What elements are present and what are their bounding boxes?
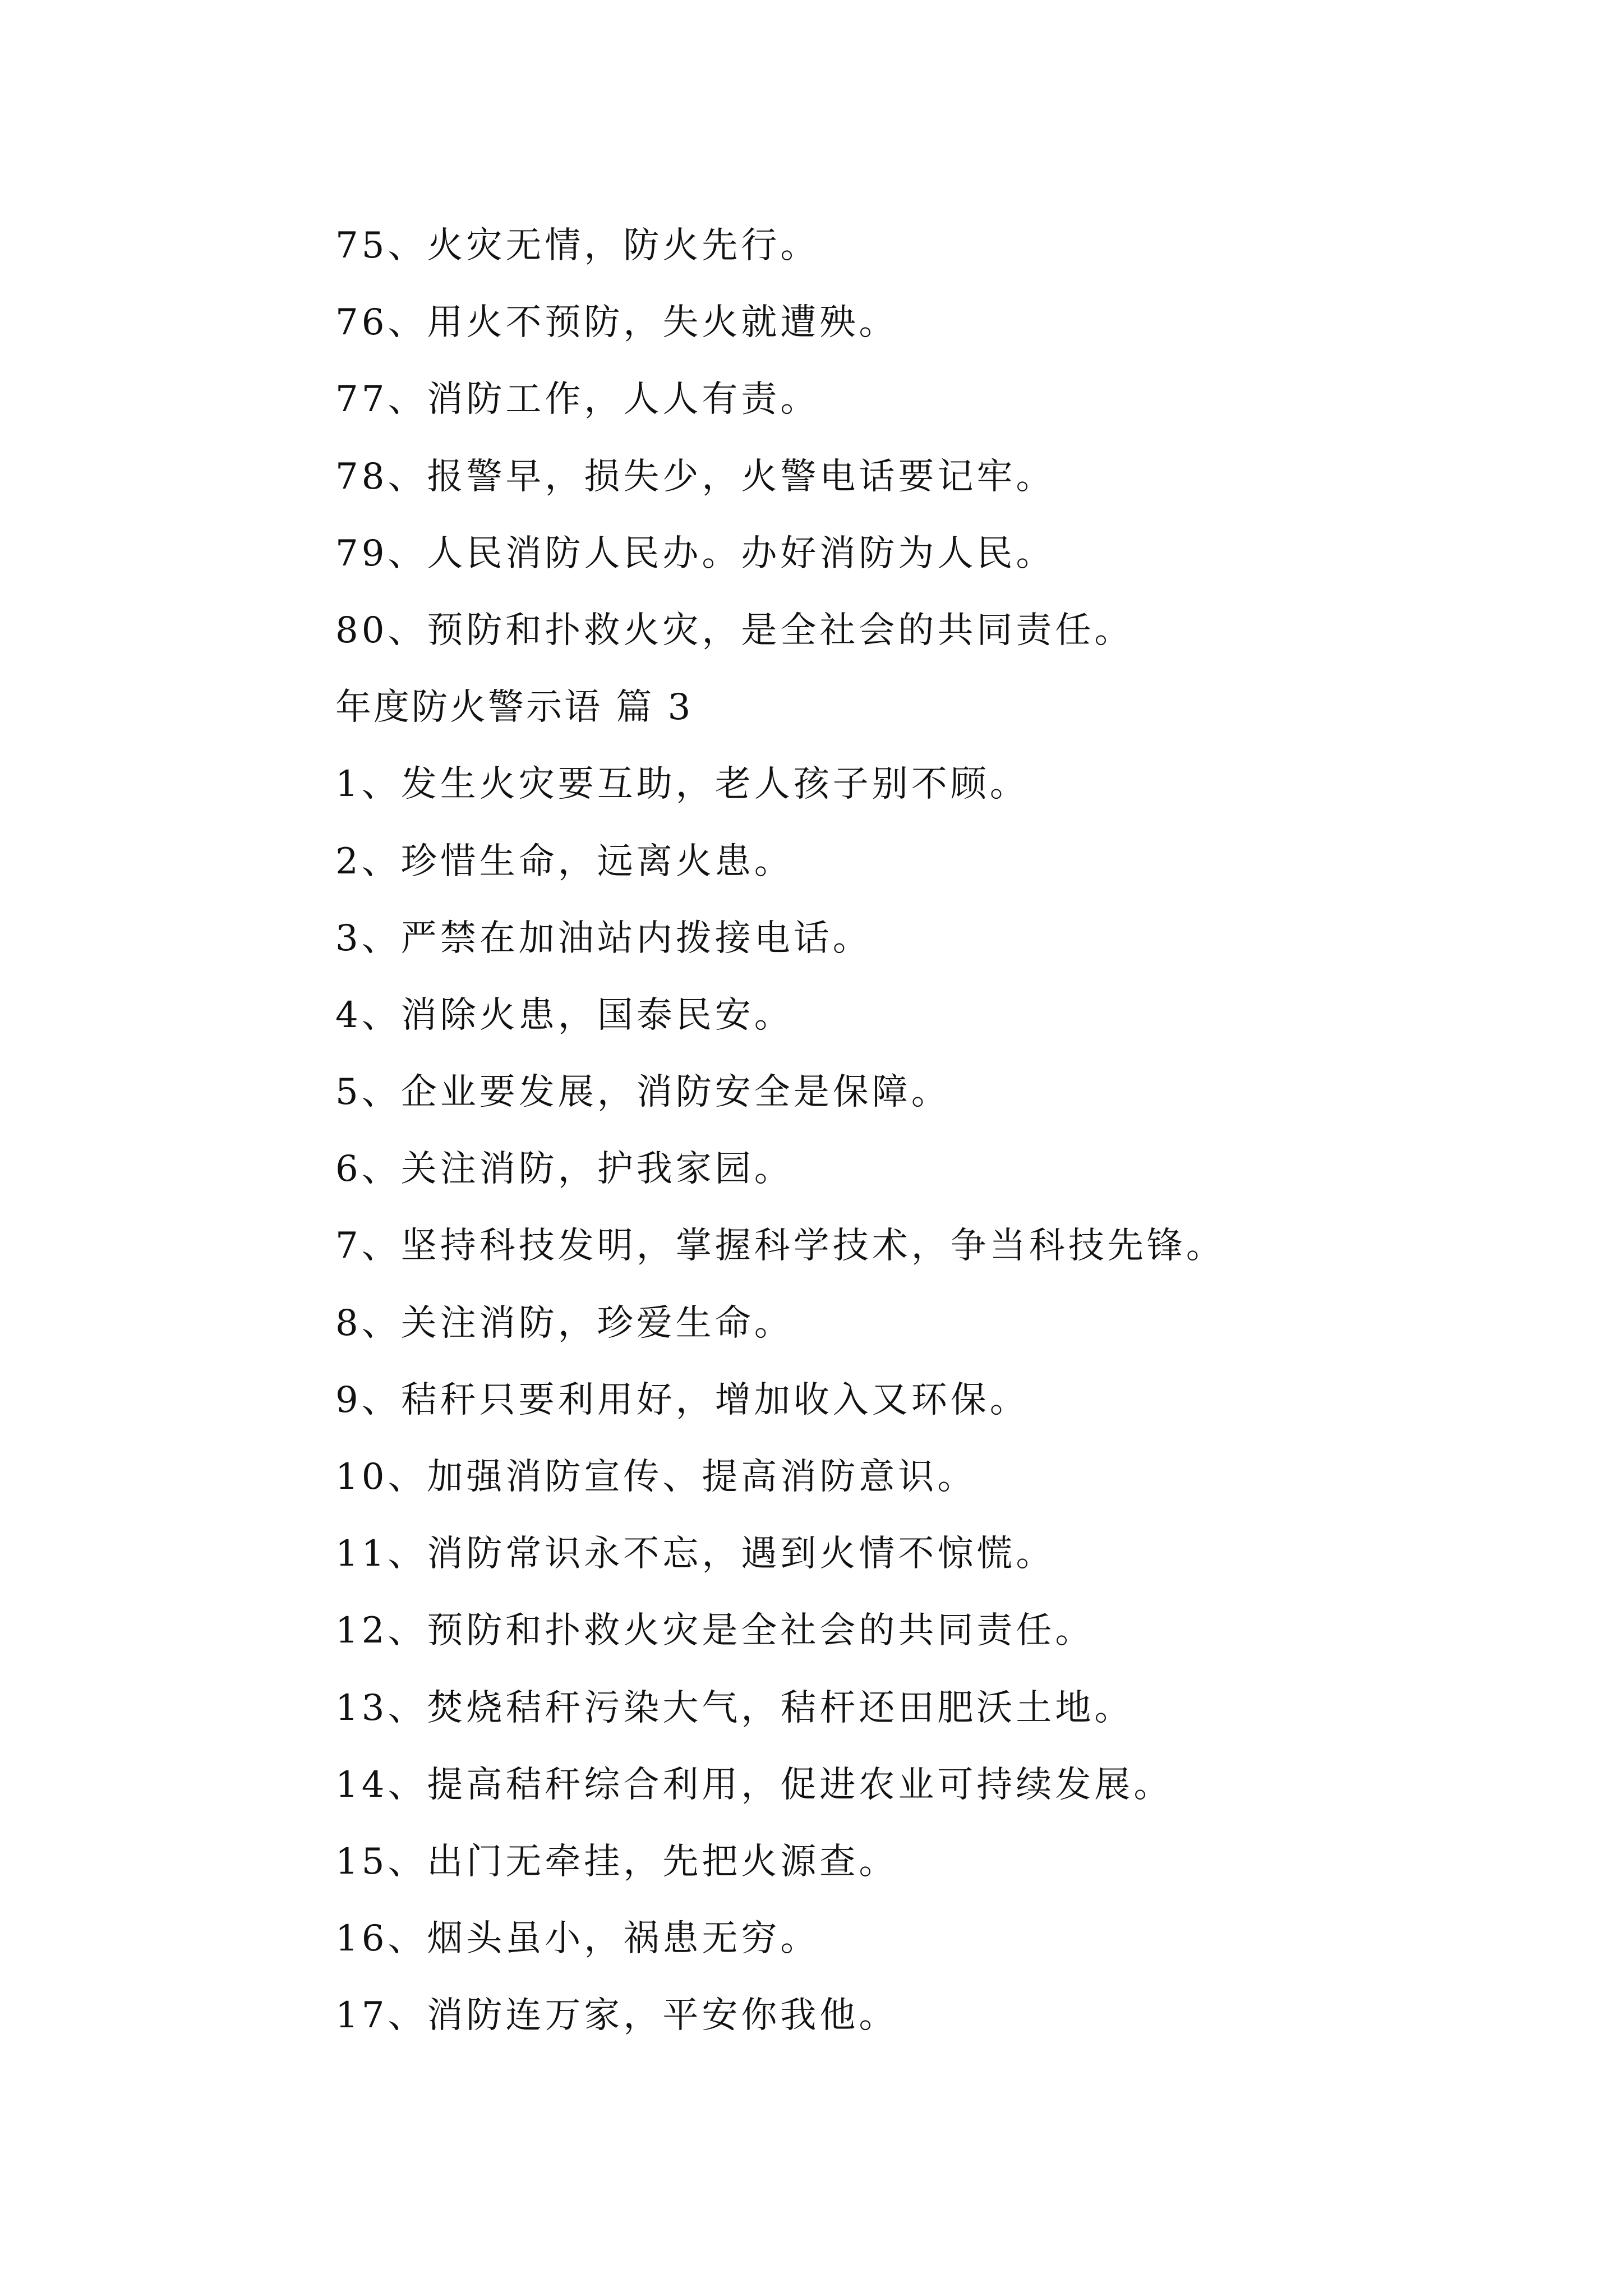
list-item: 4、消除火患，国泰民安。: [335, 994, 794, 1036]
list-item: 8、关注消防，珍爱生命。: [335, 1302, 794, 1344]
list-item: 79、人民消防人民办。办好消防为人民。: [335, 532, 1055, 574]
list-item: 16、烟头虽小，祸患无穷。: [335, 1918, 820, 1960]
list-item: 12、预防和扑救火灾是全社会的共同责任。: [335, 1610, 1095, 1652]
list-item: 75、火灾无情，防火先行。: [335, 225, 820, 266]
list-item: 6、关注消防，护我家园。: [335, 1148, 794, 1190]
list-item: 5、企业要发展，消防安全是保障。: [335, 1071, 951, 1114]
list-item: 78、报警早，损失少，火警电话要记牢。: [335, 455, 1055, 498]
list-item: 80、预防和扑救火灾，是全社会的共同责任。: [335, 609, 1134, 651]
list-item: 77、消防工作，人人有责。: [335, 379, 820, 421]
list-item: 11、消防常识永不忘，遇到火情不惊慌。: [335, 1533, 1055, 1575]
list-item: 7、坚持科技发明，掌握科学技术，争当科技先锋。: [335, 1225, 1225, 1267]
section-heading: 年度防火警示语 篇 3: [335, 687, 693, 729]
list-item: 10、加强消防宣传、提高消防意识。: [335, 1456, 977, 1498]
list-item: 3、严禁在加油站内拨接电话。: [335, 917, 872, 959]
document-body: [335, 208, 1524, 2055]
list-item: 9、秸秆只要利用好，增加收入又环保。: [335, 1379, 1029, 1421]
list-item: 13、焚烧秸秆污染大气，秸杆还田肥沃土地。: [335, 1687, 1134, 1729]
list-item: 1、发生火灾要互助，老人孩子别不顾。: [335, 763, 1029, 806]
list-item: 17、消防连万家，平安你我他。: [335, 1995, 898, 2037]
list-item: 15、出门无牵挂，先把火源查。: [335, 1841, 898, 1883]
list-item: 76、用火不预防，失火就遭殃。: [335, 302, 898, 344]
list-item: 14、提高秸秆综合利用，促进农业可持续发展。: [335, 1764, 1173, 1806]
list-item: 2、珍惜生命，远离火患。: [335, 840, 794, 882]
